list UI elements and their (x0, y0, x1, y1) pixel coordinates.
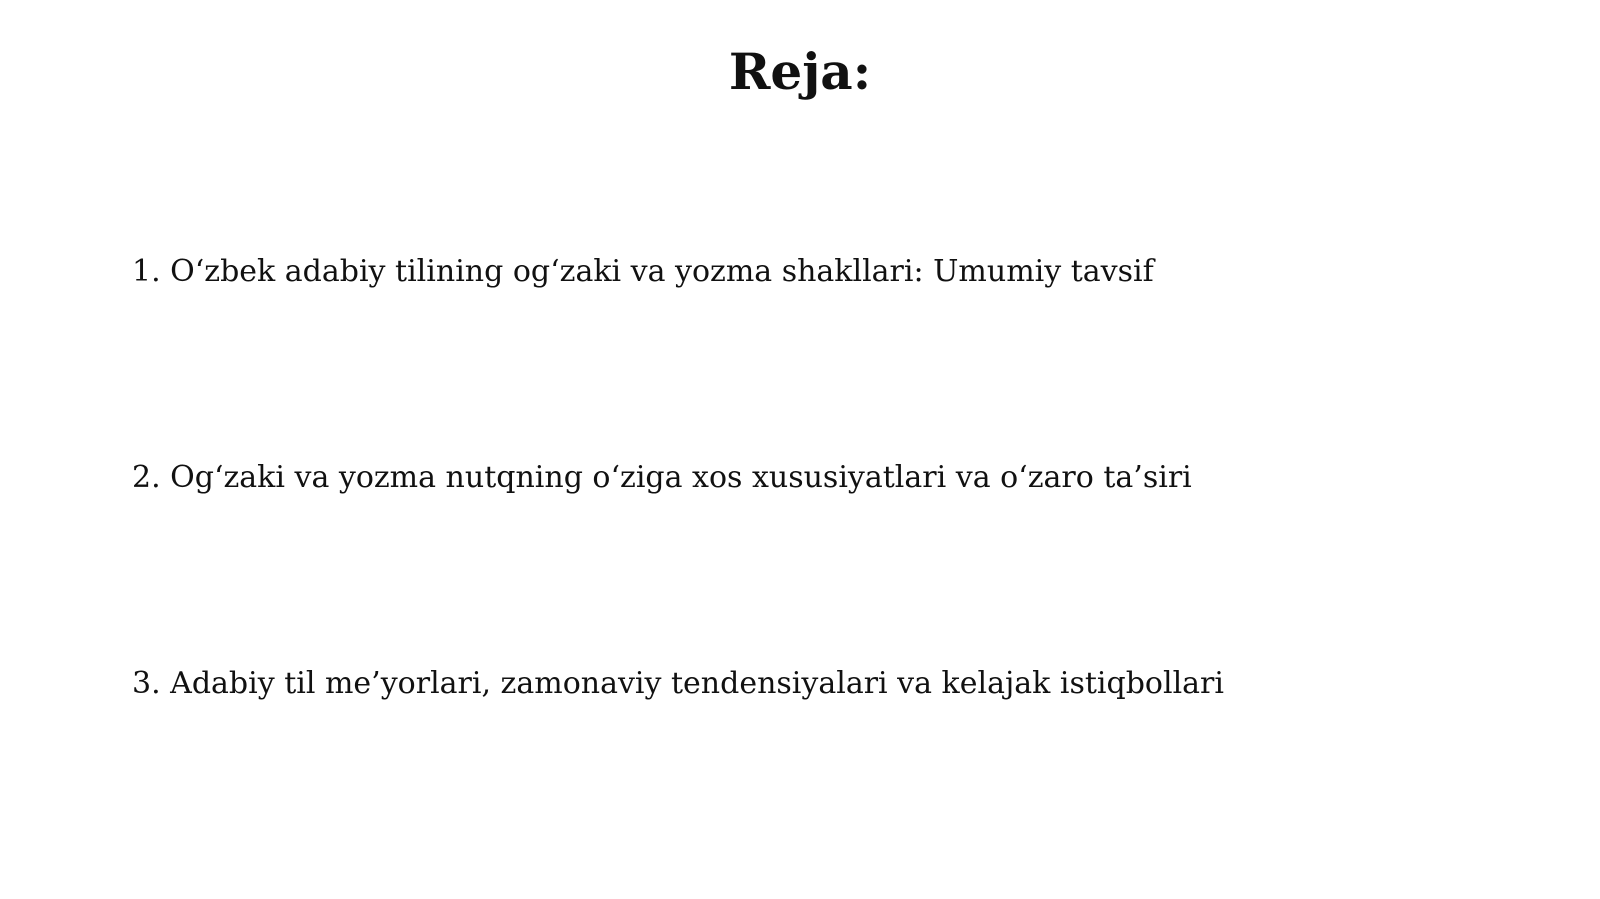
plan-item-2: 2. Og‘zaki va yozma nutqning o‘ziga xos xususiyatlari va o‘zaro ta’siri (132, 460, 1192, 495)
slide-title: Reja: (728, 42, 872, 101)
plan-item-1: 1. O‘zbek adabiy tilining og‘zaki va yozma shakllari: Umumiy tavsif (132, 254, 1154, 289)
plan-item-3: 3. Adabiy til me’yorlari, zamonaviy tendensiyalari va kelajak istiqbollari (132, 666, 1224, 701)
